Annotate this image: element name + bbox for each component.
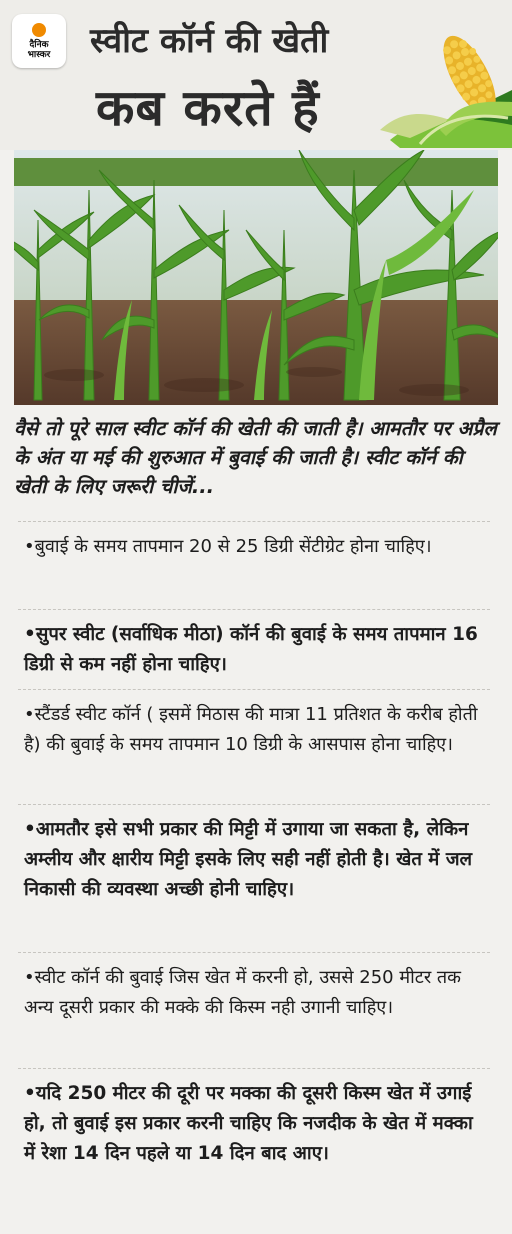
sun-icon	[32, 23, 46, 37]
header	[0, 0, 512, 150]
tip-item-soil: •आमतौर इसे सभी प्रकार की मिट्टी में उगाया जा सकता है, लेकिन अम्लीय और क्षारीय मिट्टी इसके लिए सही नहीं होती है। खेत में जल निकासी की व्यवस्था अच्छी होनी चाहिए।	[18, 804, 490, 952]
title-line-1: स्वीट कॉर्न की खेती	[90, 21, 329, 61]
tip-item-temperature: •बुवाई के समय तापमान 20 से 25 डिग्री सेंटीग्रेट होना चाहिए।	[18, 521, 490, 609]
intro-paragraph: वैसे तो पूरे साल स्वीट कॉर्न की खेती की जाती है। आमतौर पर अप्रैल के अंत या मई की शुरुआत में बुवाई की जाती है। स्वीट कॉर्न की खेती के लिए जरूरी चीजें...	[14, 417, 497, 498]
tip-item-isolation: •स्वीट कॉर्न की बुवाई जिस खेत में करनी हो, उससे 250 मीटर तक अन्य दूसरी प्रकार की मक्के की किस्म नही उगानी चाहिए।	[18, 952, 490, 1068]
cornfield-photo	[14, 150, 498, 405]
tip-item-standard-sweet: •स्टैंडर्ड स्वीट कॉर्न ( इसमें मिठास की मात्रा 11 प्रतिशत के करीब होती है) की बुवाई के समय तापमान 10 डिग्री के आसपास होना चाहिए।	[18, 689, 490, 804]
corn-cob-illustration	[380, 20, 512, 150]
tips-list	[18, 521, 490, 1208]
brand-logo[interactable]	[12, 14, 66, 68]
tip-item-super-sweet: •सुपर स्वीट (सर्वाधिक मीठा) कॉर्न की बुवाई के समय तापमान 16 डिग्री से कम नहीं होना चाहिए।	[18, 609, 490, 689]
logo-text: दैनिक भास्कर	[27, 39, 51, 60]
title-line-2: कब करते हैं	[96, 79, 320, 137]
tip-item-silking: •यदि 250 मीटर की दूरी पर मक्का की दूसरी किस्म खेत में उगाई हो, तो बुवाई इस प्रकार करनी चाहिए कि नजदीक के खेत में मक्का में रेशा 14 दिन पहले या 14 दिन बाद आए।	[18, 1068, 490, 1208]
